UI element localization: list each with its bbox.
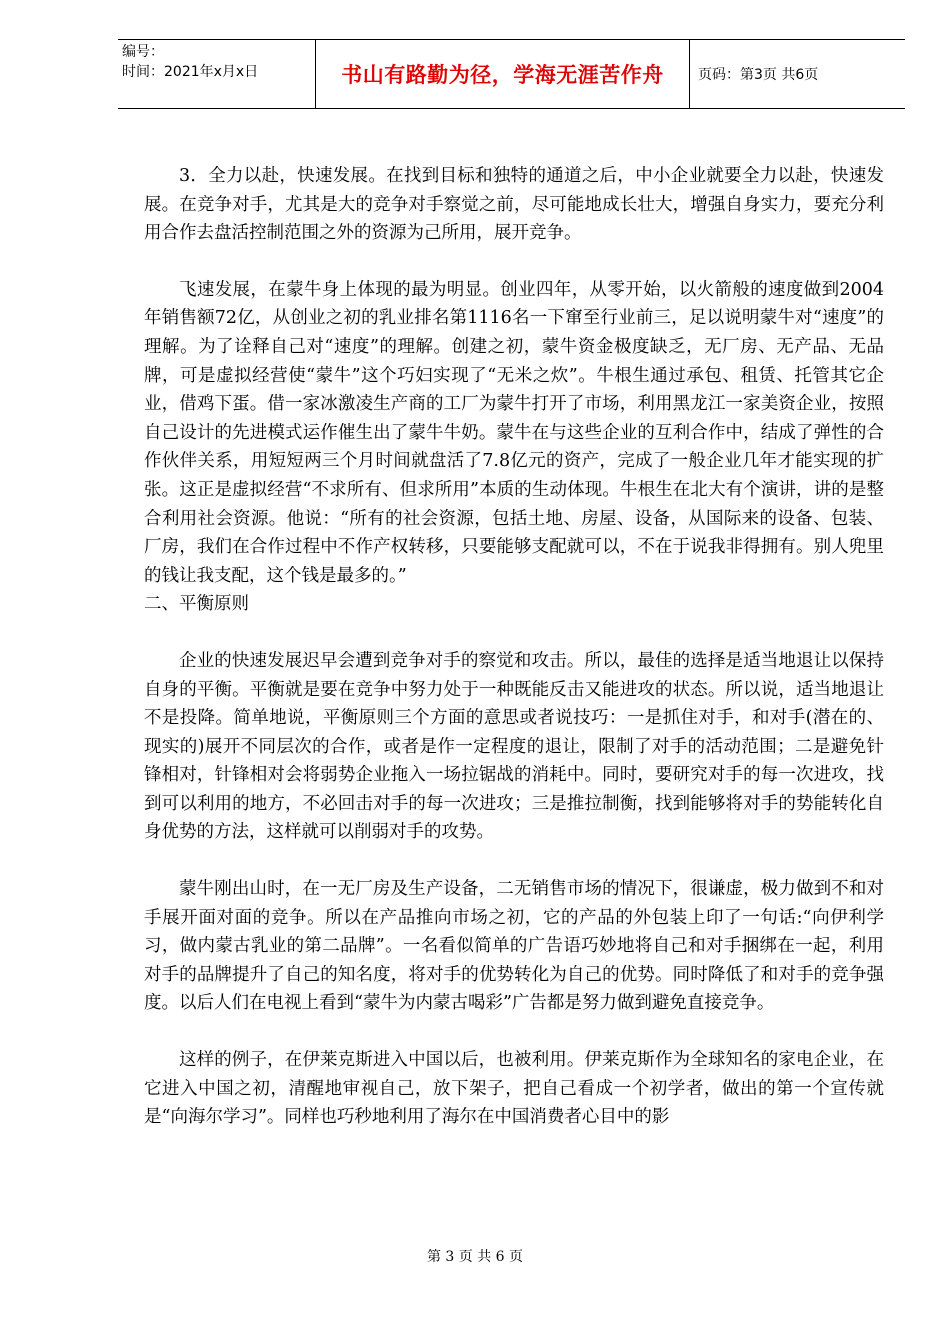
page-header [118, 39, 905, 109]
page-label: 页码：第3页 共6页 [698, 67, 819, 83]
paragraph-4: 蒙牛刚出山时，在一无厂房及生产设备，二无销售市场的情况下，很谦虚，极力做到不和对手展开面对面的竞争。所以在产品推向市场之初，它的产品的外包装上印了一句话:“向伊利学习，做内蒙古乳业的第二品牌”。一名看似简单的广告语巧妙地将自己和对手捆绑在一起，利用对手的品牌提升了自己的知名度，将对手的优势转化为自己的优势。同时降低了和对手的竞争强度。以后人们在电视上看到“蒙牛为内蒙古喝彩”广告都是努力做到避免直接竞争。 [144, 879, 884, 1014]
page-footer: 第 3 页 共 6 页 [426, 1249, 524, 1265]
code-label: 编号： [122, 44, 164, 60]
time-label: 时间：2021年x月x日 [122, 64, 259, 80]
motto-text: 书山有路勤为径，学海无涯苦作舟 [341, 63, 664, 87]
header-motto-cell [316, 40, 690, 108]
header-meta [118, 40, 316, 108]
paragraph-1: 3．全力以赴，快速发展。在找到目标和独特的通道之后，中小企业就要全力以赴，快速发展。在竞争对手，尤其是大的竞争对手察觉之前，尽可能地成长壮大，增强自身实力，要充分利用合作去盘活控制范围之外的资源为己所用，展开竞争。 [144, 166, 884, 244]
paragraph-2: 飞速发展，在蒙牛身上体现的最为明显。创业四年，从零开始，以火箭般的速度做到2004年销售额72亿，从创业之初的乳业排名第1116名一下窜至行业前三，足以说明蒙牛对“速度”的理解。为了诠释自己对“速度”的理解。创建之初，蒙牛资金极度缺乏，无厂房、无产品、无品牌，可是虚拟经营使“蒙牛”这个巧妇实现了“无米之炊”。牛根生通过承包、租赁、托管其它企业，借鸡下蛋。借一家冰激凌生产商的工厂为蒙牛打开了市场，利用黑龙江一家美资企业，按照自己设计的先进模式运作催生出了蒙牛牛奶。蒙牛在与这些企业的互利合作中，结成了弹性的合作伙伴关系，用短短两三个月时间就盘活了7.8亿元的资产，完成了一般企业几年才能实现的扩张。这正是虚拟经营“不求所有、但求所用”本质的生动体现。牛根生在北大有个演讲，讲的是整合利用社会资源。他说：“所有的社会资源，包括土地、房屋、设备，从国际来的设备、包装、厂房，我们在合作过程中不作产权转移，只要能够支配就可以，不在于说我非得拥有。别人兜里的钱让我支配，这个钱是最多的。” [144, 279, 884, 586]
document-body [144, 162, 884, 1132]
paragraph-3: 企业的快速发展迟早会遭到竞争对手的察觉和攻击。所以，最佳的选择是适当地退让以保持自身的平衡。平衡就是要在竞争中努力处于一种既能反击又能进攻的状态。所以说，适当地退让不是投降。简单地说，平衡原则三个方面的意思或者说技巧：一是抓住对手，和对手(潜在的、现实的)展开不同层次的合作，或者是作一定程度的退让，限制了对手的活动范围；二是避免针锋相对，针锋相对会将弱势企业拖入一场拉锯战的消耗中。同时，要研究对手的每一次进攻，找到可以利用的地方，不必回击对手的每一次进攻；三是推拉制衡，找到能够将对手的势能转化自身优势的方法，这样就可以削弱对手的攻势。 [144, 650, 884, 843]
header-page-cell [690, 40, 905, 108]
section-heading: 二、平衡原则 [144, 594, 249, 615]
paragraph-5: 这样的例子，在伊莱克斯进入中国以后，也被利用。伊莱克斯作为全球知名的家电企业，在它进入中国之初，清醒地审视自己，放下架子，把自己看成一个初学者，做出的第一个宣传就是“向海尔学习”。同样也巧秒地利用了海尔在中国消费者心目中的影 [144, 1050, 884, 1128]
